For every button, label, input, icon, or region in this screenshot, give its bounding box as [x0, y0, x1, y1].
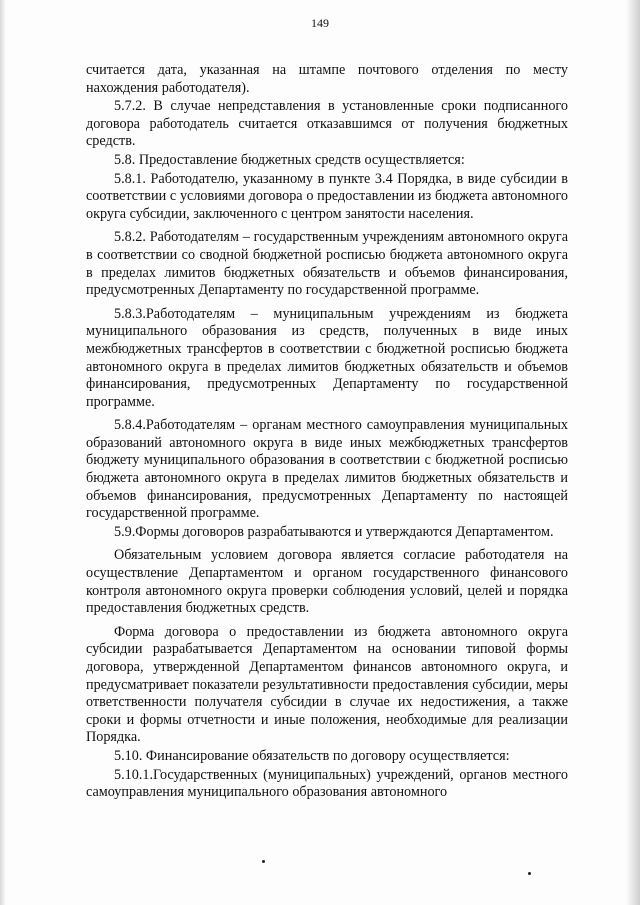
scan-edge-right: [626, 0, 640, 905]
paragraph-5-7-2: 5.7.2. В случае непредставления в установленные сроки подписанного договора работодатель считается отказавшимся от получения бюджетных средств.: [86, 98, 568, 150]
paragraph-5-8-3: 5.8.3.Работодателям – муниципальным учреждениям из бюджета муниципального образования из средств, полученных в виде иных межбюджетных трансфертов в соответствии с бюджетной росписью бюджета автономного округа в пределах лимитов бюджетных обязательств и объемов финансирования, предусмотренных Департаменту по государственной программе.: [86, 305, 568, 410]
paragraph-contract-form: Форма договора о предоставлении из бюджета автономного округа субсидии разрабатывается Департаментом на основании типовой формы договора, утвержденной Департаментом финансов автономного округа, и предусматривает показатели результативности предоставления субсидии, меры ответственности получателя субсидии в случае их недостижения, а также сроки и формы отчетности и иные положения, необходимые для реализации Порядка.: [86, 623, 568, 746]
paragraph-5-10: 5.10. Финансирование обязательств по договору осуществляется:: [114, 747, 510, 764]
paragraph-5-8: 5.8. Предоставление бюджетных средств осуществляется:: [114, 151, 465, 168]
paragraph-5-8-2: 5.8.2. Работодателям – государственным учреждениям автономного округа в соответствии со сводной бюджетной росписью бюджета автономного округа в пределах лимитов бюджетных обязательств и объемов финансирования, предусмотренных Департаменту по государственной программе.: [86, 229, 568, 299]
scan-speck: [528, 872, 531, 875]
paragraph-5-10-1: 5.10.1.Государственных (муниципальных) учреждений, органов местного самоуправления муниципального образования автономного: [86, 766, 568, 801]
paragraph-contract-condition: Обязательным условием договора является согласие работодателя на осуществление Департаментом и органом государственного финансового контроля автономного округа проверки соблюдения условий, целей и порядка предоставления бюджетных средств.: [86, 547, 568, 617]
document-body: [86, 62, 568, 803]
paragraph-5-8-1: 5.8.1. Работодателю, указанному в пункте 3.4 Порядка, в виде субсидии в соответствии с условиями договора о предоставлении из бюджета автономного округа субсидии, заключенного с центром занятости населения.: [86, 170, 568, 222]
paragraph-5-9: 5.9.Формы договоров разрабатываются и утверждаются Департаментом.: [114, 523, 554, 540]
paragraph-continuation: считается дата, указанная на штампе почтового отделения по месту нахождения работодателя).: [86, 62, 568, 96]
page-number: 149: [311, 16, 329, 30]
scan-speck: [262, 860, 265, 863]
scan-edge-left: [0, 0, 6, 905]
paragraph-5-8-4: 5.8.4.Работодателям – органам местного самоуправления муниципальных образований автономного округа в виде иных межбюджетных трансфертов бюджету муниципального образования в соответствии с бюджетной росписью бюджета автономного округа в пределах лимитов бюджетных обязательств и объемов финансирования, предусмотренных Департаменту по настоящей государственной программе.: [86, 417, 568, 522]
